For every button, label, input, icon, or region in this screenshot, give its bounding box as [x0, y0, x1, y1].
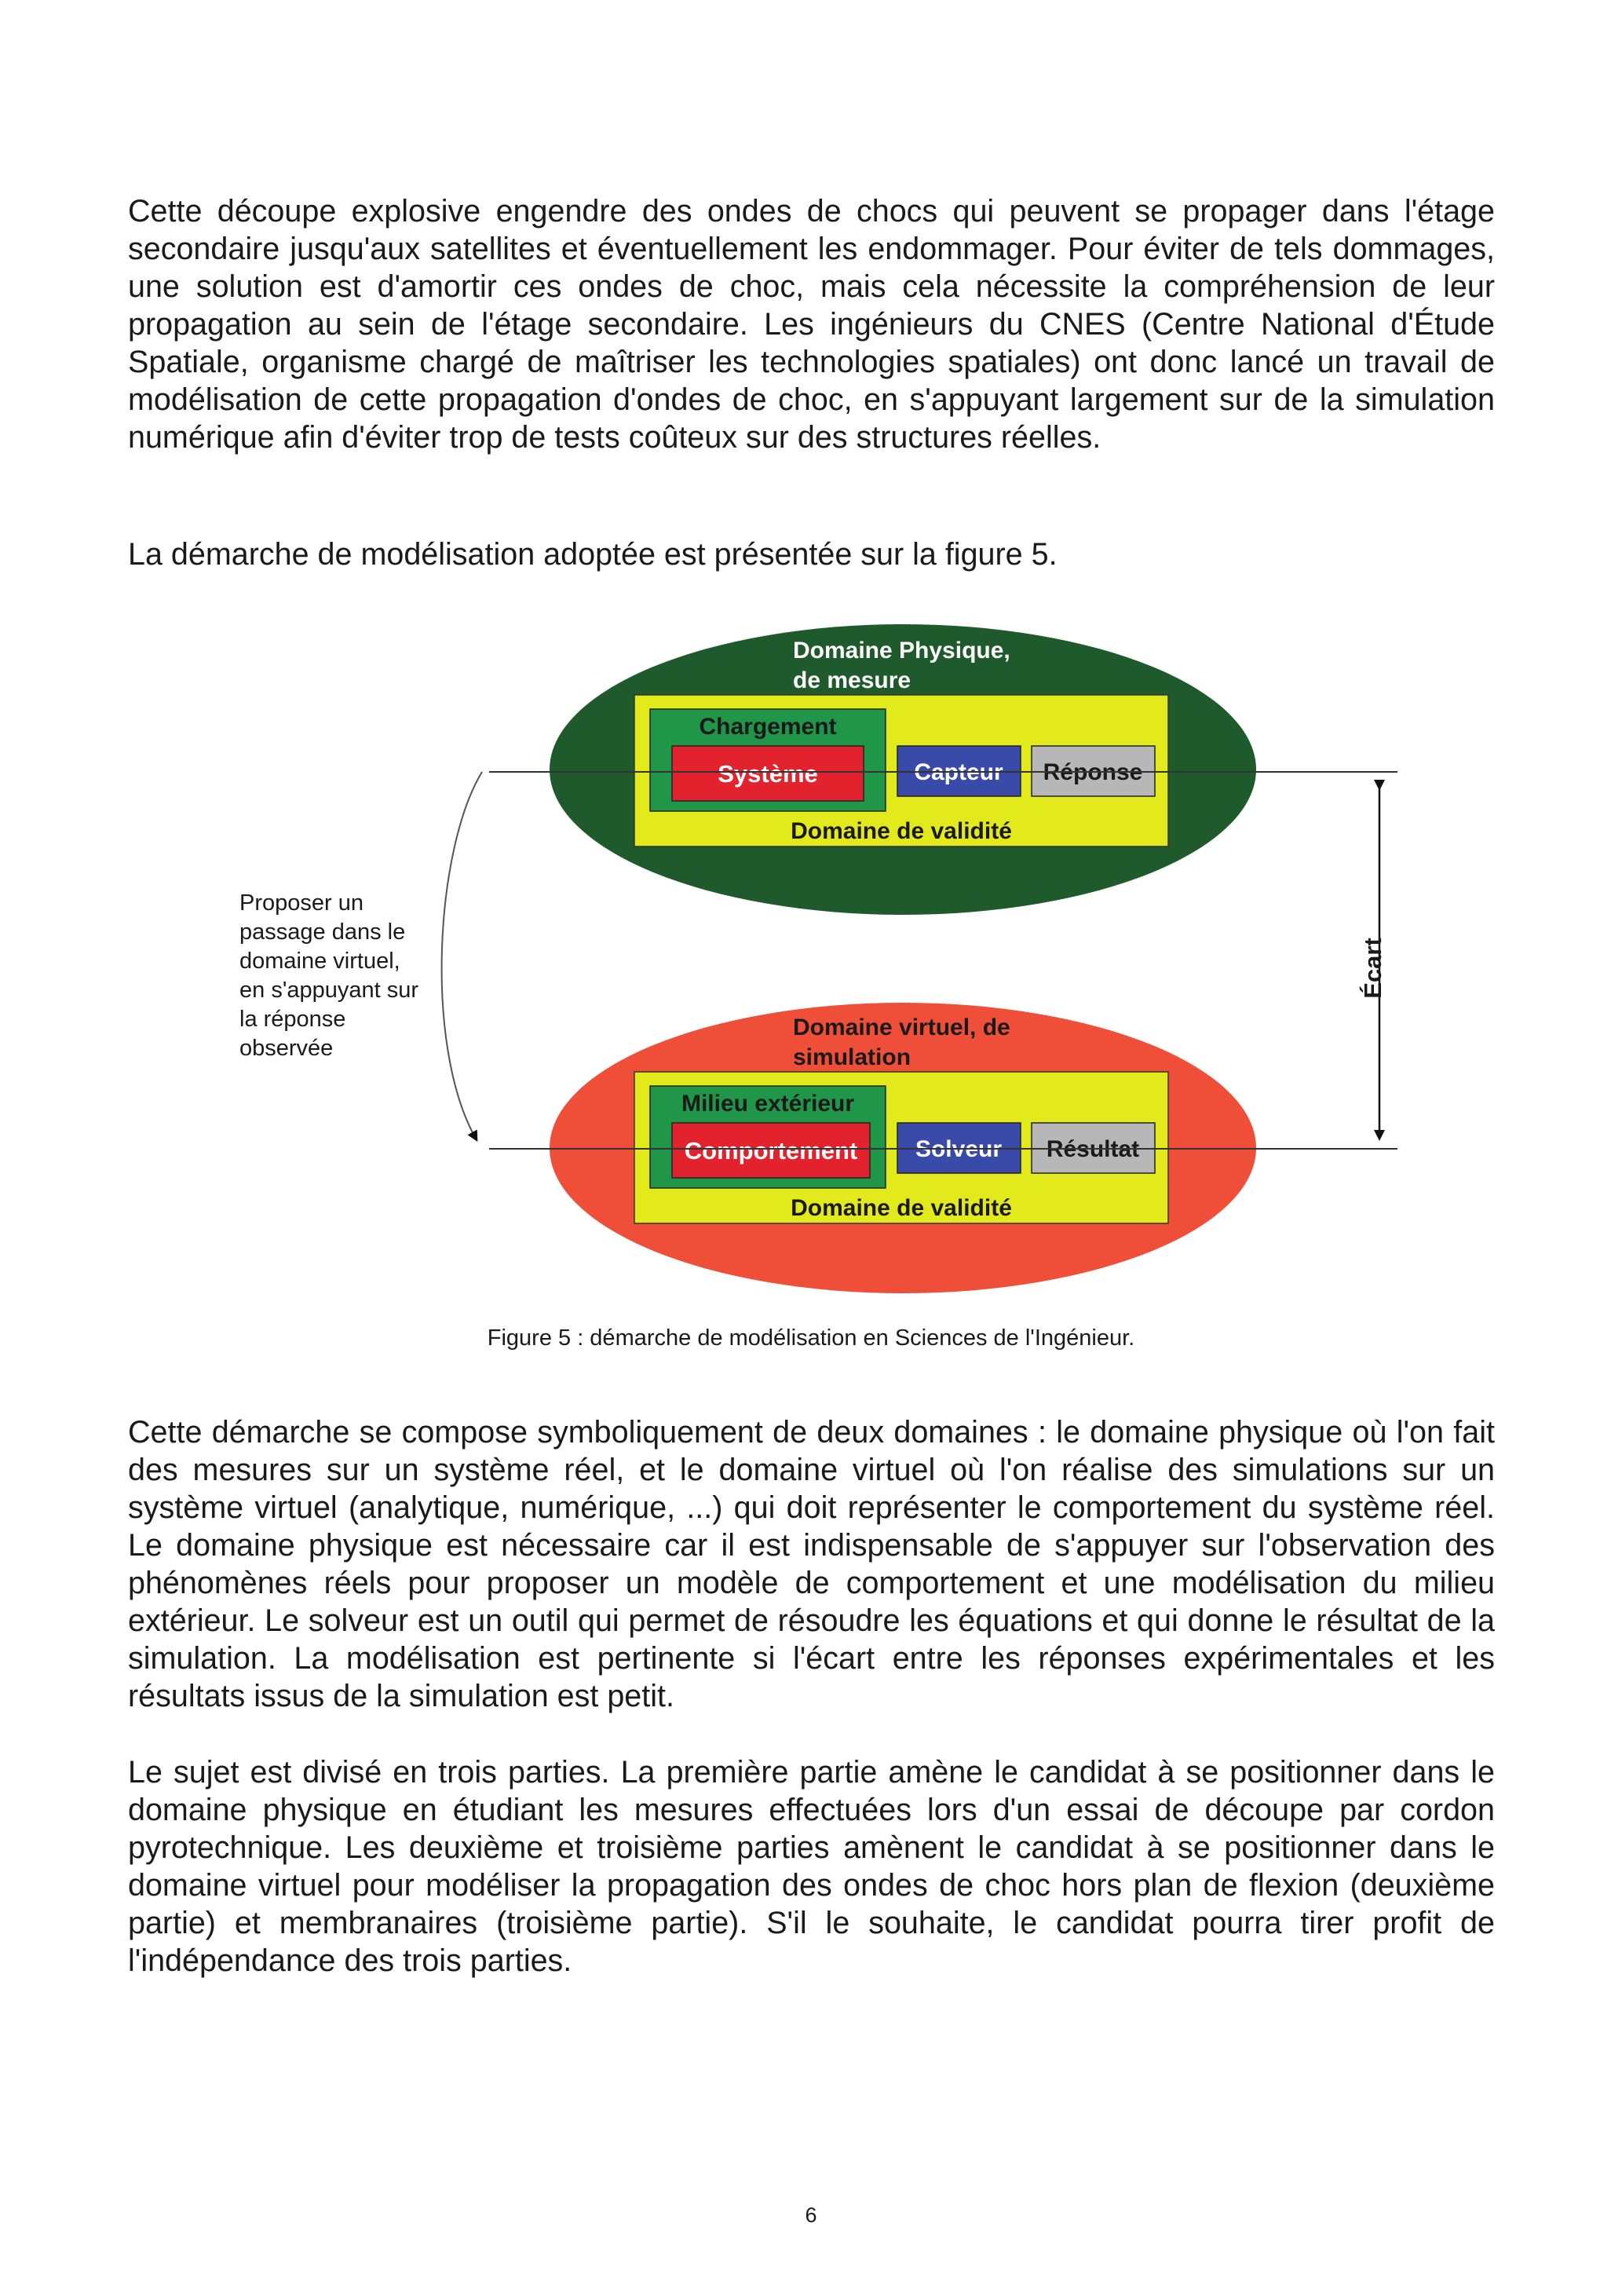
gap-label: Écart — [1359, 938, 1386, 999]
page-number: 6 — [805, 2203, 817, 2227]
virtual-solver-label: Solveur — [915, 1136, 1003, 1162]
side-note-line-6: observée — [239, 1036, 334, 1061]
figure-caption: Figure 5 : démarche de modélisation en Sciences de l'Ingénieur. — [487, 1325, 1135, 1351]
side-note-line-2: passage dans le — [239, 919, 406, 945]
physical-response-label: Réponse — [1043, 759, 1143, 785]
virtual-environment-label: Milieu extérieur — [681, 1091, 855, 1117]
figure-reference-paragraph: La démarche de modélisation adoptée est présentée sur la figure 5. — [128, 537, 1058, 572]
intro-paragraph: Cette découpe explosive engendre des ondes de chocs qui peuvent se propager dans l'étage secondaire jusqu'aux satellites et éventuellement les endommager. Pour éviter de tels dommages, une solution est d'amortir ces ondes de choc, mais cela nécessite la compréhension de leur propagation au sein de l'étage secondaire. Les ingénieurs du CNES (Centre National d'Étude Spatiale, organisme chargé de maîtriser les technologies spatiales) ont donc lancé un travail de modélisation de cette propagation d'ondes de choc, en s'appuyant largement sur de la simulation numérique afin d'éviter trop de tests coûteux sur des structures réelles. — [128, 194, 1495, 455]
physical-validity-label: Domaine de validité — [791, 818, 1012, 844]
virtual-domain-title-line1: Domaine virtuel, de — [793, 1015, 1010, 1040]
virtual-behavior-label: Comportement — [684, 1137, 858, 1164]
physical-domain-title-line2: de mesure — [793, 667, 911, 693]
physical-environment-label: Chargement — [699, 714, 837, 740]
virtual-domain-title-line2: simulation — [793, 1044, 911, 1070]
side-note-line-5: la réponse — [239, 1007, 346, 1032]
subject-structure-paragraph: Le sujet est divisé en trois parties. La première partie amène le candidat à se positionner dans le domaine physique en étudiant les mesures effectuées lors d'un essai de découpe par cordon pyrotechnique. Les deuxième et troisième parties amènent le candidat à se positionner dans le domaine virtuel pour modéliser la propagation des ondes de choc hors plan de flexion (deuxième partie) et membranaires (troisième partie). S'il le souhaite, le candidat pourra tirer profit de l'indépendance des trois parties. — [128, 1755, 1495, 1978]
physical-sensor-label: Capteur — [914, 759, 1003, 785]
physical-system-label: Système — [718, 760, 818, 788]
domains-explanation-paragraph: Cette démarche se compose symboliquement de deux domaines : le domaine physique où l'on fait des mesures sur un système réel, et le domaine virtuel où l'on réalise des simulations sur un système virtuel (analytique, numérique, ...) qui doit représenter le comportement du système réel. Le domaine physique est nécessaire car il est indispensable de s'appuyer sur l'observation des phénomènes réels pour proposer un modèle de comportement et une modélisation du milieu extérieur. Le solveur est un outil qui permet de résoudre les équations et qui donne le résultat de la simulation. La modélisation est pertinente si l'écart entre les réponses expérimentales et les résultats issus de la simulation est petit. — [128, 1415, 1495, 1713]
virtual-validity-label: Domaine de validité — [791, 1195, 1012, 1221]
side-note-line-3: domaine virtuel, — [239, 949, 400, 974]
side-note-line-4: en s'appuyant sur — [239, 978, 419, 1003]
virtual-result-label: Résultat — [1046, 1136, 1140, 1162]
physical-domain-title-line1: Domaine Physique, — [793, 638, 1010, 664]
side-note-line-1: Proposer un — [239, 890, 363, 916]
transfer-arrow — [442, 772, 482, 1137]
